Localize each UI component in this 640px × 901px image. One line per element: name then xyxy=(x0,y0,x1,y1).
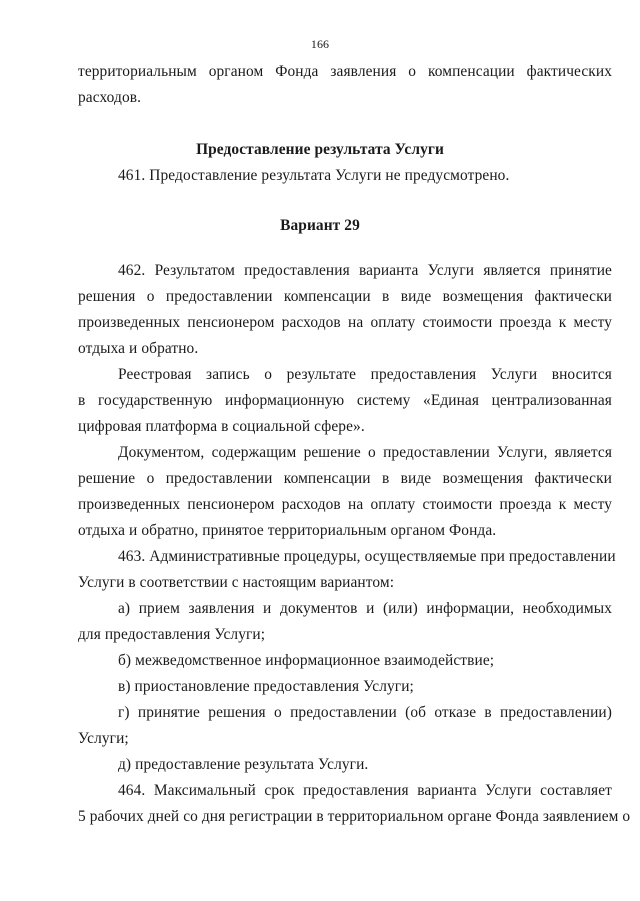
text-line: произведенных пенсионером расходов на оплату стоимости проезда к месту xyxy=(78,314,612,331)
text-line: расходов. xyxy=(78,89,142,106)
text-line: отдыха и обратно. xyxy=(78,340,199,357)
text-line: Документом, содержащим решение о предоставлении Услуги, является xyxy=(118,444,612,461)
text-line: 462. Результатом предоставления варианта Услуги является принятие xyxy=(118,262,612,279)
list-item-d: д) предоставление результата Услуги. xyxy=(118,756,369,773)
list-item-v: в) приостановление предоставления Услуги; xyxy=(118,678,414,695)
page-number: 166 xyxy=(310,37,330,51)
text-line: произведенных пенсионером расходов на оплату стоимости проезда к месту xyxy=(78,496,612,513)
variant-heading: Вариант 29 xyxy=(280,217,360,234)
section-heading: Предоставление результата Услуги xyxy=(196,141,444,158)
text-line: 464. Максимальный срок предоставления варианта Услуги составляет xyxy=(118,782,612,799)
list-item-g: г) принятие решения о предоставлении (об отказе в предоставлении) xyxy=(118,704,612,721)
text-line: Услуги в соответствии с настоящим вариантом: xyxy=(78,574,395,591)
text-line: отдыха и обратно, принятое территориальным органом Фонда. xyxy=(78,522,497,539)
list-item-b: б) межведомственное информационное взаимодействие; xyxy=(118,652,495,669)
text-line: территориальным органом Фонда заявления о компенсации фактических xyxy=(78,63,612,80)
text-line: 5 рабочих дней со дня регистрации в территориальном органе Фонда заявлением о xyxy=(78,808,631,825)
text-line: для предоставления Услуги; xyxy=(78,626,266,643)
text-line: 463. Административные процедуры, осуществляемые при предоставлении xyxy=(118,548,616,565)
text-line: решения о предоставлении компенсации в виде возмещения фактически xyxy=(78,288,612,305)
text-line: цифровая платформа в социальной сфере». xyxy=(78,418,365,435)
text-line: 461. Предоставление результата Услуги не предусмотрено. xyxy=(118,167,510,184)
list-item-a: а) прием заявления и документов и (или) информации, необходимых xyxy=(118,600,612,617)
text-line: Услуги; xyxy=(78,730,129,747)
text-line: решение о предоставлении компенсации в виде возмещения фактически xyxy=(78,470,612,487)
text-line: в государственную информационную систему «Единая централизованная xyxy=(78,392,612,409)
text-line: Реестровая запись о результате предоставления Услуги вносится xyxy=(118,366,612,383)
